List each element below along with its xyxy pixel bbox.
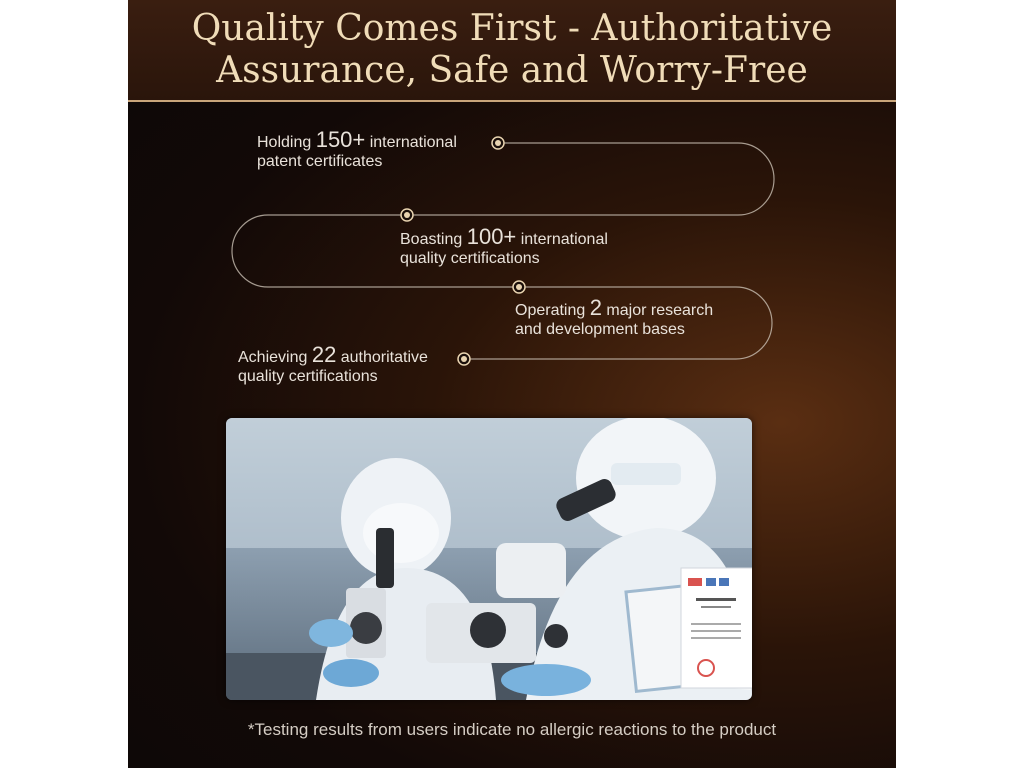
- stat-international-certs: Boasting 100+ international quality certifications: [400, 224, 608, 267]
- timeline-dot-3: [513, 281, 525, 293]
- stat-authoritative-certs: Achieving 22 authoritative quality certifications: [238, 342, 428, 385]
- timeline-dot-4: [458, 353, 470, 365]
- title-line-2: Assurance, Safe and Worry-Free: [216, 50, 808, 91]
- stat-patents: Holding 150+ international patent certificates: [257, 127, 457, 170]
- title-line-1: Quality Comes First - Authoritative: [191, 8, 833, 49]
- lab-scene-illustration: [226, 418, 752, 700]
- timeline-dot-1: [492, 137, 504, 149]
- stat-rd-bases: Operating 2 major research and development bases: [515, 295, 714, 338]
- stat-number: 2: [589, 295, 602, 320]
- timeline-dot-2: [401, 209, 413, 221]
- stat-number: 150+: [315, 127, 366, 152]
- laboratory-photo: [226, 418, 752, 700]
- disclaimer-note: *Testing results from users indicate no allergic reactions to the product: [247, 720, 777, 739]
- stat-number: 22: [311, 342, 337, 367]
- product-quality-panel: [128, 0, 896, 768]
- stat-number: 100+: [466, 224, 517, 249]
